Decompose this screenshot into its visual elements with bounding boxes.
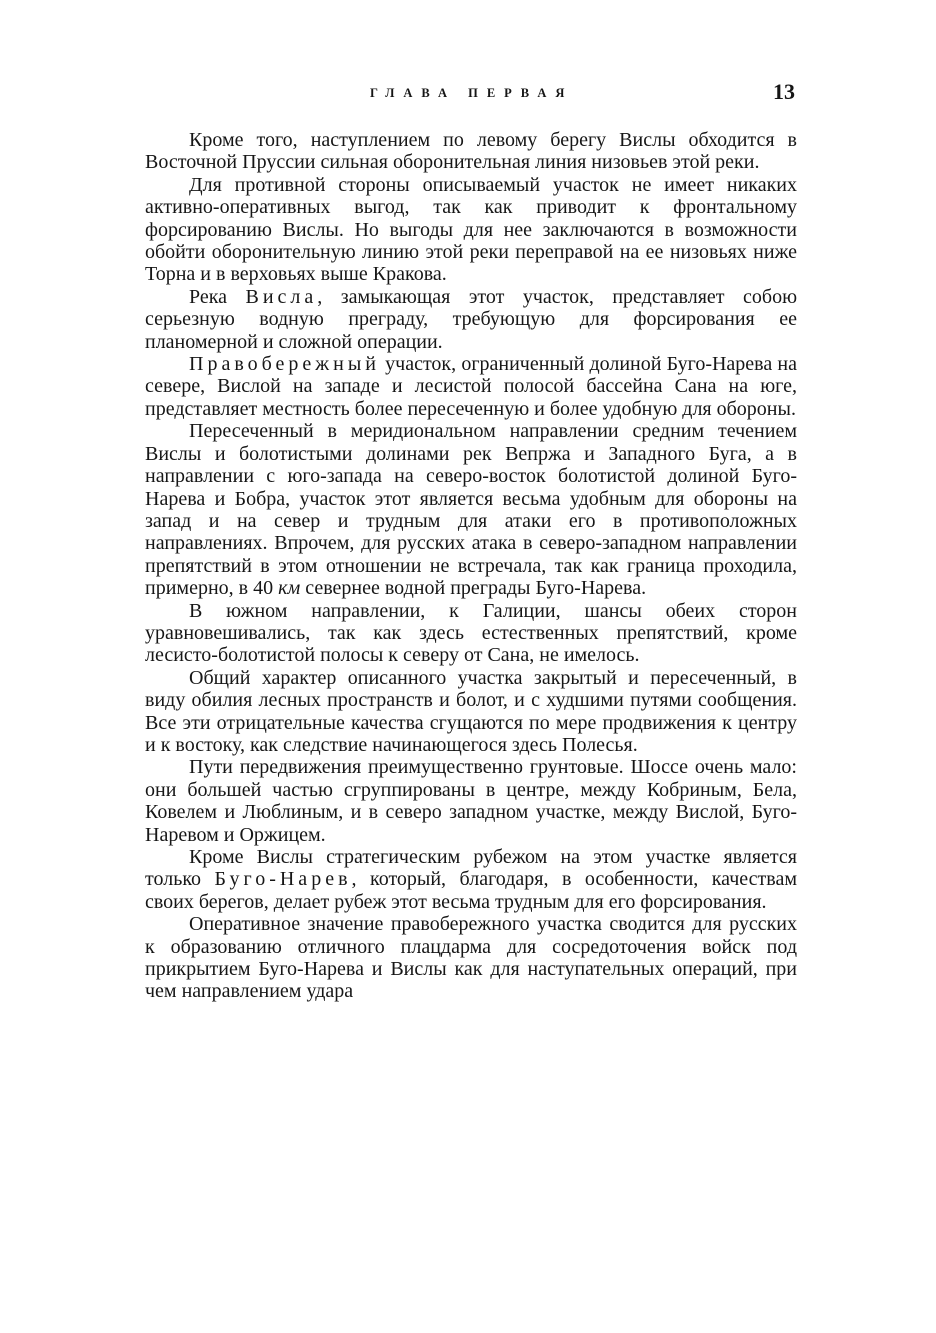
chapter-title: ГЛАВА ПЕРВАЯ: [370, 86, 574, 100]
unit-km: км: [278, 577, 301, 600]
paragraph-3: [145, 286, 797, 353]
paragraph-10: [145, 913, 797, 1003]
paragraph-9-lead: Кроме Вислы стратегическим рубежом на этом участке является только: [145, 846, 797, 891]
paragraph-8: [145, 756, 797, 846]
paragraph-5-text: Пересеченный в меридиональном направлении средним течением Вислы и болотистыми долинами рек Вепржа и Западного Буга, а в направлении с юго-запада на северо-восток болотистой долиной Буго-Нарева и Бобра, участок этот является весьма удобным для обороны на запад и на север и трудным для атаки его в противоположных направлениях. Впрочем, для русских атака в северо-западном направлении препятствий в этом отношении не встречала, так как граница проходила, примерно, в 40: [145, 420, 797, 600]
spaced-term-visla: Висла: [245, 285, 318, 308]
body-text: [145, 129, 797, 1003]
paragraph-3-lead: Река: [189, 285, 246, 308]
paragraph-9: [145, 846, 797, 913]
paragraph-2: [145, 174, 797, 286]
paragraph-5: [145, 420, 797, 599]
spaced-term-right-bank: Правобережный: [189, 353, 380, 376]
paragraph-4: [145, 353, 797, 420]
paragraph-2-text: Для противной стороны описываемый участок не имеет никаких активно-оперативных выгод, так как приводит к фронтальному форсированию Вислы. Но выгоды для нее заключаются в возможности обойти оборонительную линию этой реки переправой на ее низовьях ниже Торна и в верховьях выше Кракова.: [145, 173, 797, 286]
paragraph-1-text: Кроме того, наступлением по левому берегу Вислы обходится в Восточной Пруссии сильная оборонительная линия низовьев этой реки.: [145, 129, 797, 174]
paragraph-7-text: Общий характер описанного участка закрытый и пересеченный, в виду обилия лесных пространств и болот, и с худшими путями сообщения. Все эти отрицательные качества сгущаются по мере продвижения к центру и к востоку, как следствие начинающегося здесь Полесья.: [145, 666, 797, 756]
paragraph-1: [145, 129, 797, 174]
paragraph-6: [145, 600, 797, 667]
paragraph-8-text: Пути передвижения преимущественно грунтовые. Шоссе очень мало: они большей частью сгруппированы в центре, между Кобриным, Бела, Ковелем и Люблиным, и в северо западном участке, между Вислой, Буго-Наревом и Оржицем.: [145, 756, 797, 846]
paragraph-10-text: Оперативное значение правобережного участка сводится для русских к образованию отличного плацдарма для сосредоточения войск под прикрытием Буго-Нарева и Вислы как для наступательных операций, при чем направлением удара: [145, 913, 797, 1003]
paragraph-4-text: участок, ограниченный долиной Буго-Нарева на севере, Вислой на западе и лесистой полосой бассейна Сана на юге, представляет местность более пересеченную и более удобную для обороны.: [145, 353, 797, 420]
paragraph-5-tail: севернее водной преграды Буго-Нарева.: [300, 577, 647, 600]
page-number: 13: [773, 79, 795, 104]
paragraph-7: [145, 667, 797, 757]
paragraph-9-text: , который, благодаря, в особенности, качествам своих берегов, делает рубеж этот весьма трудным для его форсирования.: [145, 868, 798, 913]
running-head: [145, 79, 795, 107]
paragraph-6-text: В южном направлении, к Галиции, шансы обеих сторон уравновешивались, так как здесь естественных препятствий, кроме лесисто-болотистой полосы к северу от Сана, не имелось.: [145, 599, 797, 667]
paragraph-3-text: , замыкающая этот участок, представляет собою серьезную водную преграду, требующую для форсирования ее планомерной и сложной операции.: [145, 285, 798, 353]
spaced-term-bugo-narev: Буго-Нарев: [214, 868, 352, 891]
